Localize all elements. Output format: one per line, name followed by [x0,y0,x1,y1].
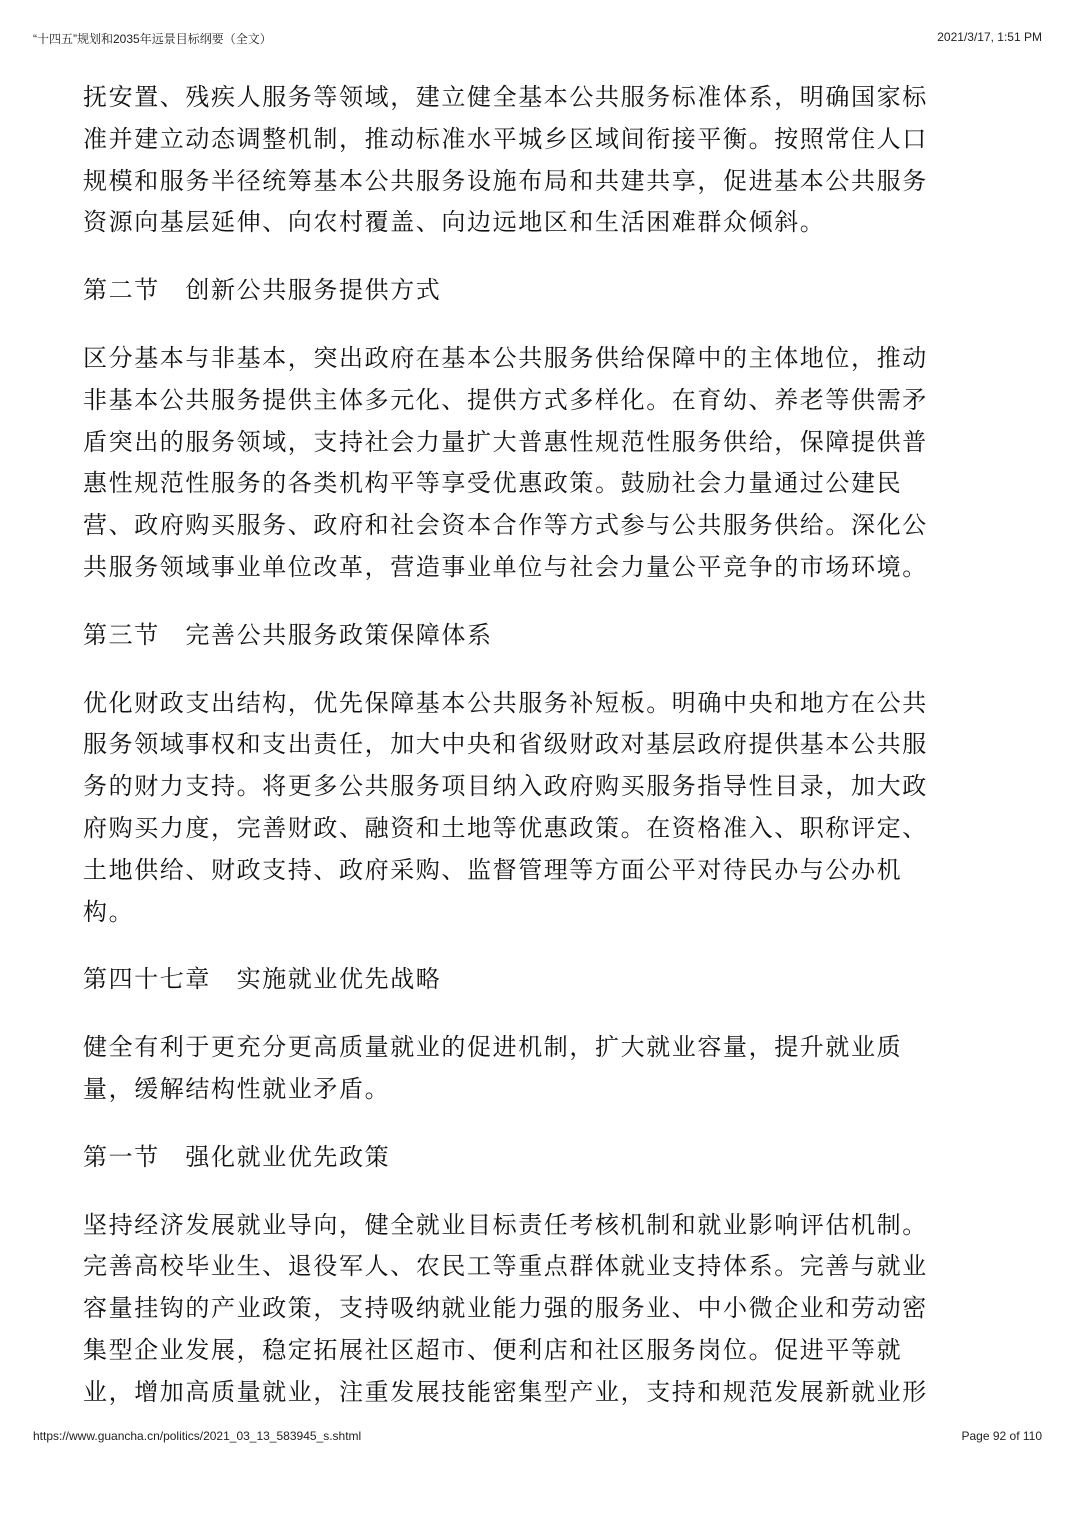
section-heading [83,270,1043,312]
paragraph [83,1027,1043,1111]
text-line: 资源向基层延伸、向农村覆盖、向边远地区和生活困难群众倾斜。 [83,208,826,237]
text-line: 第三节 完善公共服务政策保障体系 [83,620,493,649]
text-line: 区分基本与非基本，突出政府在基本公共服务供给保障中的主体地位，推动 [83,343,928,372]
text-line: 容量挂钩的产业政策，支持吸纳就业能力强的服务业、中小微企业和劳动密 [83,1294,928,1323]
document-body [83,77,1043,1440]
text-line: 健全有利于更充分更高质量就业的促进机制，扩大就业容量，提升就业质 [83,1033,903,1062]
text-line: 共服务领域事业单位改革，营造事业单位与社会力量公平竞争的市场环境。 [83,552,928,581]
print-footer-url: https://www.guancha.cn/politics/2021_03_13_583945_s.shtml [33,1429,362,1443]
text-line: 优化财政支出结构，优先保障基本公共服务补短板。明确中央和地方在公共 [83,688,928,717]
text-line: 服务领域事权和支出责任，加大中央和省级财政对基层政府提供基本公共服 [83,730,928,759]
text-line: 准并建立动态调整机制，推动标准水平城乡区域间衔接平衡。按照常住人口 [83,124,928,153]
text-line: 抚安置、残疾人服务等领域，建立健全基本公共服务标准体系，明确国家标 [83,83,928,111]
text-line: 第一节 强化就业优先政策 [83,1142,391,1171]
text-line: 第二节 创新公共服务提供方式 [83,276,442,305]
text-line: 坚持经济发展就业导向，健全就业目标责任考核机制和就业影响评估机制。 [83,1210,928,1239]
paragraph [83,77,1043,244]
paragraph [83,683,1043,934]
text-line: 府购买力度，完善财政、融资和土地等优惠政策。在资格准入、职称评定、 [83,813,928,842]
text-line: 构。 [83,897,135,926]
section-heading [83,959,1043,1001]
section-heading [83,1137,1043,1179]
paragraph [83,338,1043,589]
text-line: 盾突出的服务领域，支持社会力量扩大普惠性规范性服务供给，保障提供普 [83,427,928,456]
print-header-title: “十四五”规划和2035年远景目标纲要（全文） [33,32,272,46]
text-line: 规模和服务半径统筹基本公共服务设施布局和共建共享，促进基本公共服务 [83,166,928,195]
print-header-datetime: 2021/3/17, 1:51 PM [937,30,1042,44]
text-line: 完善高校毕业生、退役军人、农民工等重点群体就业支持体系。完善与就业 [83,1252,928,1281]
text-line: 业，增加高质量就业，注重发展技能密集型产业，支持和规范发展新就业形 [83,1377,928,1406]
text-line: 土地供给、财政支持、政府采购、监督管理等方面公平对待民办与公办机 [83,855,903,884]
text-line: 非基本公共服务提供主体多元化、提供方式多样化。在育幼、养老等供需矛 [83,385,928,414]
section-heading [83,615,1043,657]
text-line: 营、政府购买服务、政府和社会资本合作等方式参与公共服务供给。深化公 [83,511,928,540]
text-line: 务的财力支持。将更多公共服务项目纳入政府购买服务指导性目录，加大政 [83,772,928,801]
text-line: 量，缓解结构性就业矛盾。 [83,1074,391,1103]
paragraph [83,1205,1043,1414]
text-line: 集型企业发展，稳定拓展社区超市、便利店和社区服务岗位。促进平等就 [83,1335,903,1364]
text-line: 惠性规范性服务的各类机构平等享受优惠政策。鼓励社会力量通过公建民 [83,469,903,498]
print-footer-page: Page 92 of 110 [961,1429,1042,1443]
text-line: 第四十七章 实施就业优先战略 [83,965,442,994]
